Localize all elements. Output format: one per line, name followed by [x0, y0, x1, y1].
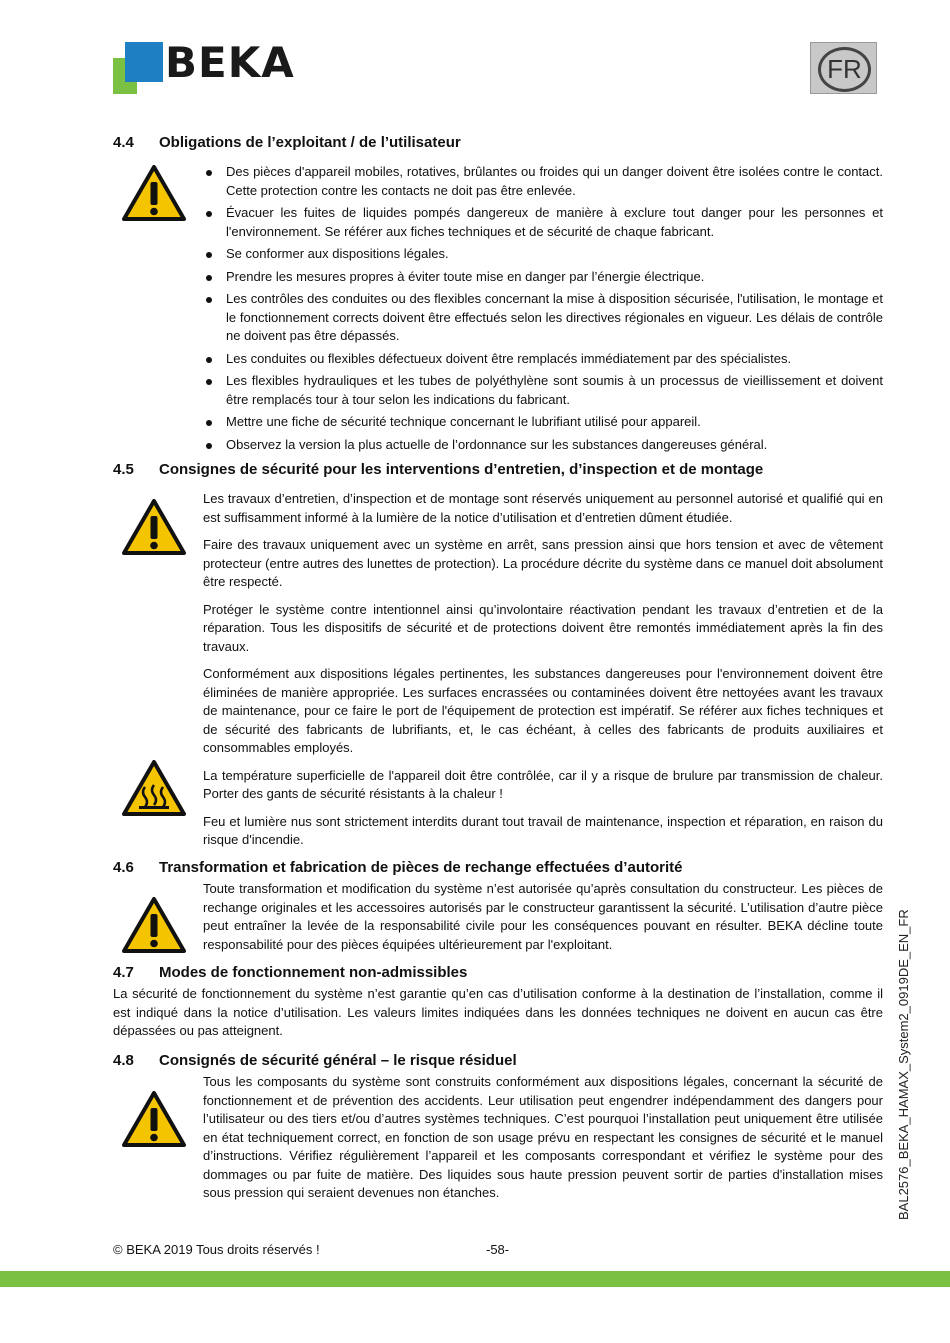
obligation-list: [203, 163, 883, 454]
logo-text: BEKA: [165, 38, 295, 87]
hot-surface-warning-icon: [121, 759, 187, 817]
warning-triangle-icon: [121, 1090, 187, 1148]
section-title: Consignes de sécurité pour les interventions d’entretien, d’inspection et de montage: [159, 461, 764, 478]
footer-green-bar: [0, 1271, 950, 1287]
section-body: [203, 490, 883, 850]
section-title: Modes de fonctionnement non-admissibles: [159, 964, 468, 981]
warning-triangle-icon: [121, 164, 187, 222]
logo-blue-square: [125, 42, 163, 82]
list-item: Évacuer les fuites de liquides pompés dangereux de manière à exclure tout danger pour les personnes et l'environnement. Se référer aux fiches techniques et de sécurité de chaque fabricant.: [203, 204, 883, 241]
paragraph: La sécurité de fonctionnement du système n’est garantie qu’en cas d’utilisation conforme à la destination de l’installation, comme il est indiqué dans la notice d’utilisation. Les valeurs limites indiquées dans les données techniques ne doivent en aucun cas être dépassées ou pas atteignent.: [113, 986, 883, 1038]
section-heading: [113, 964, 883, 981]
section-heading: [113, 859, 883, 876]
language-badge-label: FR: [818, 47, 871, 92]
section-number: 4.7: [113, 964, 134, 981]
list-item: Observez la version la plus actuelle de l’ordonnance sur les substances dangereuses général.: [203, 436, 883, 455]
section-number: 4.8: [113, 1052, 134, 1069]
paragraph: Tous les composants du système sont construits conformément aux dispositions légales, concernant la sécurité de fonctionnement et de prévention des accidents. Leur utilisation peut engendrer indépendamment des dangers pour l’utilisateur ou des tiers et/ou d’autres systèmes techniques. C’est pourquoi l’installation peut uniquement être utilisée en état techniquement correct, en fonction de son usage prévu en respectant les consignes de sécurité et le manuel d’instructions. Vérifiez régulièrement l’appareil et les composants correspondant et vérifiez le système pour des dommages ou par fuite de matière. Des liquides sous haute pression peuvent sortir de parties d'installation mises sous pression qui seraient devenues non étanches.: [203, 1074, 883, 1200]
warning-triangle-icon: [121, 498, 187, 556]
language-badge: [810, 42, 877, 94]
section-body: [203, 163, 883, 454]
paragraph: La température superficielle de l'appareil doit être contrôlée, car il y a risque de brulure par transmission de chaleur. Porter des gants de sécurité résistants à la chaleur !: [203, 767, 883, 801]
warning-triangle-icon: [121, 896, 187, 954]
section-4-6: [113, 859, 883, 963]
paragraph: Feu et lumière nus sont strictement interdits durant tout travail de maintenance, inspection et réparation, en raison du risque d'incendie.: [203, 813, 883, 847]
section-number: 4.4: [113, 134, 134, 151]
section-4-8: [113, 1052, 883, 1212]
section-number: 4.5: [113, 461, 134, 478]
beka-logo: [113, 40, 328, 96]
list-item: Les contrôles des conduites ou des flexibles concernant la mise à disposition sécurisée, l'utilisation, le montage et le fonctionnement corrects doivent être effectués selon les directives régionales en vigueur. Les délais de contrôle ne doivent pas être dépassés.: [203, 290, 883, 346]
section-4-4: [113, 134, 883, 458]
section-number: 4.6: [113, 859, 134, 876]
page-number: -58-: [486, 1242, 510, 1257]
paragraph: Les travaux d’entretien, d’inspection et de montage sont réservés uniquement au personnel autorisé et qualifié qui en est suffisamment informé à la lumière de la notice d’utilisation et d’entretien dûment étudiée.: [203, 491, 883, 525]
list-item: Des pièces d'appareil mobiles, rotatives, brûlantes ou froides qui un danger doivent être isolées contre le contact. Cette protection contre les contacts ne doit pas être enlevée.: [203, 163, 883, 200]
paragraph: Toute transformation et modification du système n’est autorisée qu’après consultation du constructeur. Les pièces de rechange originales et les accessoires autorisés par le constructeur garantissent la sécurité. L’utilisation d’autre pièce peut entraîner la levée de la responsabilité civile pour les conséquences pouvant en résulter. BEKA décline toute responsabilité pour des pièces équipées ultérieurement par l'exploitant.: [203, 881, 883, 952]
section-title: Obligations de l’exploitant / de l’utilisateur: [159, 134, 461, 151]
paragraph: Conformément aux dispositions légales pertinentes, les substances dangereuses pour l'environnement doivent être éliminées de manière appropriée. Les surfaces encrassées ou contaminées doivent être nettoyées avant les travaux de maintenance, pour ce faire le port de l'équipement de protection est impératif. Se référer aux fiches techniques et de sécurité des fabricants de lubrifiants, et, le cas échéant, à celles des fabricants de produits auxiliaires et consommables employés.: [203, 666, 883, 755]
section-4-5: [113, 461, 883, 859]
section-heading: [113, 134, 883, 151]
section-4-7: [113, 964, 883, 1041]
copyright-notice: © BEKA 2019 Tous droits réservés !: [113, 1242, 320, 1257]
section-title: Transformation et fabrication de pièces de rechange effectuées d’autorité: [159, 859, 683, 876]
list-item: Mettre une fiche de sécurité technique concernant le lubrifiant utilisé pour appareil.: [203, 413, 883, 432]
section-heading: [113, 461, 883, 478]
list-item: Les conduites ou flexibles défectueux doivent être remplacés immédiatement par des spécialistes.: [203, 350, 883, 369]
paragraph: Protéger le système contre intentionnel ainsi qu’involontaire réactivation pendant les travaux d’entretien et de la réparation. Tous les dispositifs de sécurité et de protections doivent être remontés immédiatement après la fin des travaux.: [203, 601, 883, 654]
list-item: Les flexibles hydrauliques et les tubes de polyéthylène sont soumis à un processus de vieillissement et doivent être remplacés tour à tour selon les indications du fabricant.: [203, 372, 883, 409]
section-title: Consignés de sécurité général – le risque résiduel: [159, 1052, 517, 1069]
list-item: Prendre les mesures propres à éviter toute mise en danger par l’énergie électrique.: [203, 268, 883, 287]
list-item: Se conformer aux dispositions légales.: [203, 245, 883, 264]
document-reference: BAL2576_BEKA_HAMAX_System2_0919DE_EN_FR: [896, 909, 911, 1220]
paragraph: Faire des travaux uniquement avec un système en arrêt, sans pression ainsi que hors tension et avec de vêtement protecteur (entre autres des lunettes de protection). La procédure décrite du système dans ce manuel doit absolument être respecté.: [203, 537, 883, 589]
section-body: [203, 1073, 883, 1203]
section-body: [203, 880, 883, 954]
section-heading: [113, 1052, 883, 1069]
